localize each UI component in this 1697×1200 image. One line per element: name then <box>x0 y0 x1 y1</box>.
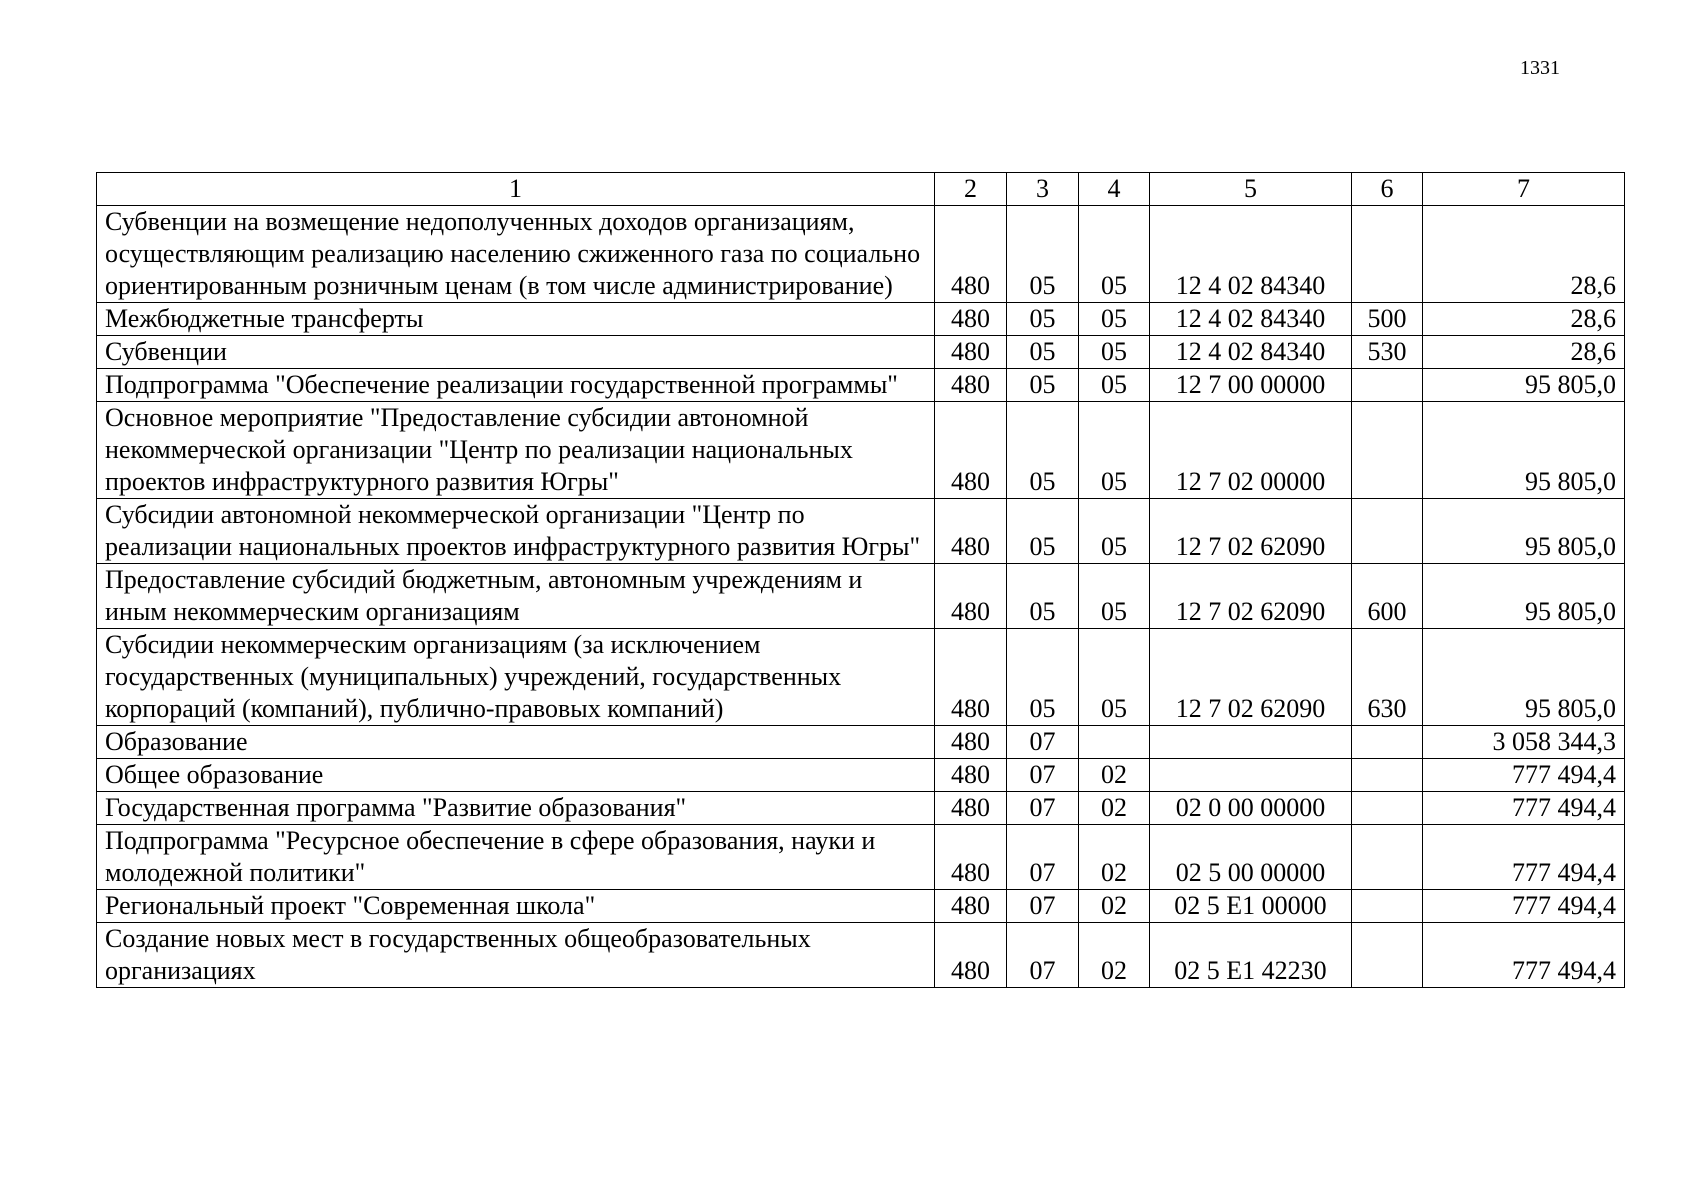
cell-target-article: 02 5 E1 42230 <box>1150 923 1352 988</box>
cell-expense-type <box>1352 890 1423 923</box>
cell-section: 05 <box>1007 206 1079 303</box>
cell-amount: 3 058 344,3 <box>1423 726 1625 759</box>
header-cell-4: 4 <box>1079 173 1150 206</box>
cell-code-2: 480 <box>935 890 1007 923</box>
cell-section: 07 <box>1007 759 1079 792</box>
cell-expense-type <box>1352 402 1423 499</box>
cell-expense-type <box>1352 792 1423 825</box>
table-row <box>97 890 1625 923</box>
cell-expense-type <box>1352 923 1423 988</box>
cell-subsection: 02 <box>1079 759 1150 792</box>
cell-name: Основное мероприятие "Предоставление субсидии автономной некоммерческой организации "Центр по реализации национальных проектов инфраструктурного развития Югры" <box>97 402 935 499</box>
header-cell-2: 2 <box>935 173 1007 206</box>
cell-target-article: 12 7 02 62090 <box>1150 629 1352 726</box>
cell-name: Образование <box>97 726 935 759</box>
table-row <box>97 499 1625 564</box>
cell-code-2: 480 <box>935 825 1007 890</box>
cell-section: 07 <box>1007 923 1079 988</box>
cell-subsection: 02 <box>1079 923 1150 988</box>
cell-subsection: 05 <box>1079 499 1150 564</box>
table-row <box>97 726 1625 759</box>
cell-amount: 95 805,0 <box>1423 564 1625 629</box>
cell-amount: 28,6 <box>1423 206 1625 303</box>
cell-section: 05 <box>1007 629 1079 726</box>
header-cell-5: 5 <box>1150 173 1352 206</box>
cell-name: Субсидии некоммерческим организациям (за исключением государственных (муниципальных) учреждений, государственных корпораций (компаний), публично-правовых компаний) <box>97 629 935 726</box>
cell-code-2: 480 <box>935 726 1007 759</box>
cell-name: Подпрограмма "Обеспечение реализации государственной программы" <box>97 369 935 402</box>
table-row <box>97 825 1625 890</box>
header-cell-6: 6 <box>1352 173 1423 206</box>
cell-target-article: 02 5 00 00000 <box>1150 825 1352 890</box>
cell-section: 05 <box>1007 499 1079 564</box>
cell-name: Субсидии автономной некоммерческой организации "Центр по реализации национальных проектов инфраструктурного развития Югры" <box>97 499 935 564</box>
cell-code-2: 480 <box>935 759 1007 792</box>
cell-code-2: 480 <box>935 923 1007 988</box>
header-cell-3: 3 <box>1007 173 1079 206</box>
cell-name: Государственная программа "Развитие образования" <box>97 792 935 825</box>
cell-code-2: 480 <box>935 402 1007 499</box>
cell-subsection <box>1079 726 1150 759</box>
cell-section: 07 <box>1007 825 1079 890</box>
cell-amount: 777 494,4 <box>1423 792 1625 825</box>
cell-amount: 95 805,0 <box>1423 369 1625 402</box>
table-row <box>97 759 1625 792</box>
cell-section: 05 <box>1007 369 1079 402</box>
table-row <box>97 792 1625 825</box>
cell-target-article: 12 7 00 00000 <box>1150 369 1352 402</box>
cell-amount: 777 494,4 <box>1423 923 1625 988</box>
cell-section: 05 <box>1007 336 1079 369</box>
cell-code-2: 480 <box>935 499 1007 564</box>
table-row <box>97 564 1625 629</box>
cell-expense-type <box>1352 369 1423 402</box>
cell-target-article: 12 4 02 84340 <box>1150 206 1352 303</box>
header-cell-7: 7 <box>1423 173 1625 206</box>
cell-expense-type: 500 <box>1352 303 1423 336</box>
cell-target-article: 12 7 02 62090 <box>1150 499 1352 564</box>
cell-target-article: 02 5 E1 00000 <box>1150 890 1352 923</box>
cell-target-article: 12 7 02 00000 <box>1150 402 1352 499</box>
cell-amount: 28,6 <box>1423 303 1625 336</box>
cell-amount: 777 494,4 <box>1423 759 1625 792</box>
table-row <box>97 336 1625 369</box>
cell-amount: 777 494,4 <box>1423 890 1625 923</box>
cell-name: Субвенции <box>97 336 935 369</box>
cell-expense-type <box>1352 759 1423 792</box>
cell-name: Подпрограмма "Ресурсное обеспечение в сфере образования, науки и молодежной политики" <box>97 825 935 890</box>
cell-target-article: 02 0 00 00000 <box>1150 792 1352 825</box>
cell-subsection: 02 <box>1079 890 1150 923</box>
table-header-row <box>97 173 1625 206</box>
table-row <box>97 303 1625 336</box>
cell-code-2: 480 <box>935 336 1007 369</box>
cell-name: Межбюджетные трансферты <box>97 303 935 336</box>
table-row <box>97 369 1625 402</box>
cell-target-article <box>1150 726 1352 759</box>
cell-code-2: 480 <box>935 564 1007 629</box>
cell-code-2: 480 <box>935 303 1007 336</box>
cell-subsection: 05 <box>1079 303 1150 336</box>
table-row <box>97 629 1625 726</box>
cell-target-article <box>1150 759 1352 792</box>
cell-code-2: 480 <box>935 206 1007 303</box>
cell-name: Создание новых мест в государственных общеобразовательных организациях <box>97 923 935 988</box>
cell-subsection: 02 <box>1079 792 1150 825</box>
cell-amount: 95 805,0 <box>1423 402 1625 499</box>
cell-amount: 95 805,0 <box>1423 629 1625 726</box>
cell-section: 07 <box>1007 890 1079 923</box>
table-row <box>97 206 1625 303</box>
table-row <box>97 402 1625 499</box>
cell-section: 07 <box>1007 726 1079 759</box>
cell-code-2: 480 <box>935 629 1007 726</box>
cell-subsection: 05 <box>1079 402 1150 499</box>
cell-expense-type <box>1352 499 1423 564</box>
cell-expense-type <box>1352 825 1423 890</box>
cell-code-2: 480 <box>935 792 1007 825</box>
cell-expense-type: 630 <box>1352 629 1423 726</box>
cell-subsection: 05 <box>1079 564 1150 629</box>
budget-table <box>96 172 1625 988</box>
cell-subsection: 02 <box>1079 825 1150 890</box>
cell-section: 07 <box>1007 792 1079 825</box>
cell-name: Региональный проект "Современная школа" <box>97 890 935 923</box>
cell-subsection: 05 <box>1079 369 1150 402</box>
cell-subsection: 05 <box>1079 206 1150 303</box>
cell-target-article: 12 4 02 84340 <box>1150 336 1352 369</box>
cell-name: Субвенции на возмещение недополученных доходов организациям, осуществляющим реализацию населению сжиженного газа по социально ориентированным розничным ценам (в том числе администрирование) <box>97 206 935 303</box>
header-cell-1: 1 <box>97 173 935 206</box>
cell-subsection: 05 <box>1079 629 1150 726</box>
cell-section: 05 <box>1007 303 1079 336</box>
cell-code-2: 480 <box>935 369 1007 402</box>
cell-amount: 777 494,4 <box>1423 825 1625 890</box>
cell-name: Предоставление субсидий бюджетным, автономным учреждениям и иным некоммерческим организациям <box>97 564 935 629</box>
cell-section: 05 <box>1007 402 1079 499</box>
cell-target-article: 12 7 02 62090 <box>1150 564 1352 629</box>
cell-expense-type: 600 <box>1352 564 1423 629</box>
cell-expense-type <box>1352 726 1423 759</box>
cell-name: Общее образование <box>97 759 935 792</box>
table-row <box>97 923 1625 988</box>
cell-expense-type: 530 <box>1352 336 1423 369</box>
cell-amount: 95 805,0 <box>1423 499 1625 564</box>
cell-expense-type <box>1352 206 1423 303</box>
cell-subsection: 05 <box>1079 336 1150 369</box>
page-number: 1331 <box>1520 57 1560 79</box>
cell-target-article: 12 4 02 84340 <box>1150 303 1352 336</box>
cell-amount: 28,6 <box>1423 336 1625 369</box>
cell-section: 05 <box>1007 564 1079 629</box>
